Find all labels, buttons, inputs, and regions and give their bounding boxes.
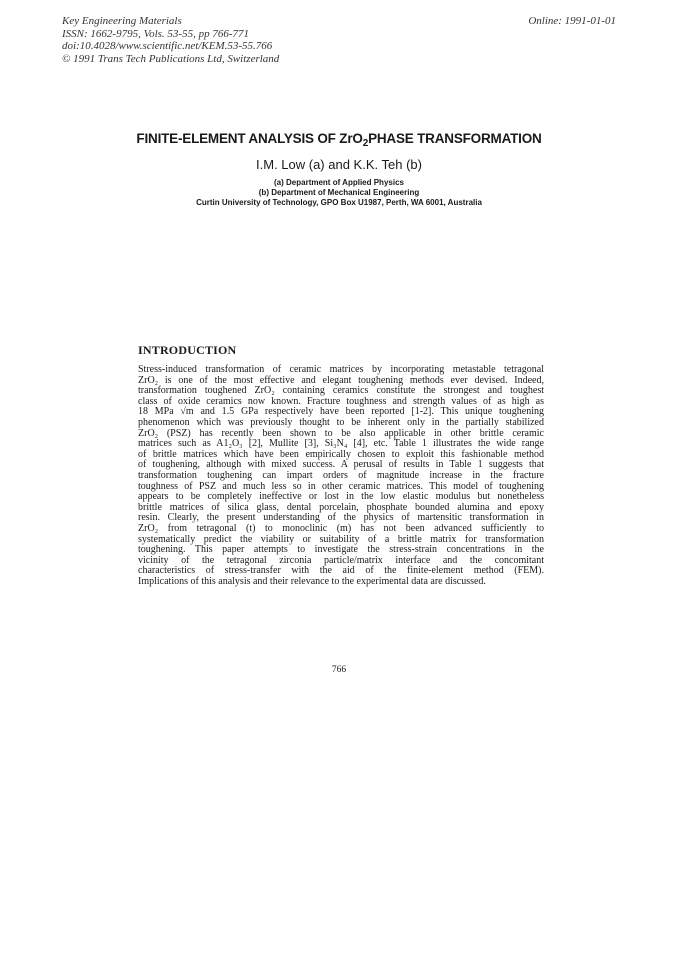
paragraph-line: of brittle matrices which have been empirically chosen to exploit this fashionable method <box>138 448 544 460</box>
introduction-paragraph <box>138 365 544 587</box>
paragraph-line: resin. Clearly, the present understanding of the physics of martensitic transformation in <box>138 512 544 524</box>
title-part-2: PHASE TRANSFORMATION <box>368 131 542 146</box>
copyright-line: © 1991 Trans Tech Publications Ltd, Switzerland <box>62 52 280 65</box>
journal-name: Key Engineering Materials <box>62 15 182 27</box>
paragraph-line: Implications of this analysis and their relevance to the experimental data are discussed. <box>138 575 486 587</box>
paragraph-line: appears to be completely ineffective or lost in the low elastic modulus but nonetheless <box>138 491 544 503</box>
paragraph-line: toughening. This paper attempts to investigate the stress-strain concentrations in the <box>138 544 544 556</box>
online-date: Online: 1991-01-01 <box>528 15 616 27</box>
paragraph-line: ZrO₂ (PSZ) has recently been shown to be also applicable in other brittle ceramic <box>138 427 544 439</box>
paragraph-line: transformation toughened ZrO₂ containing ceramics constitute the strongest and toughest <box>138 385 544 397</box>
paragraph-line: Stress-induced transformation of ceramic matrices by incorporating metastable tetragonal <box>138 364 544 375</box>
paragraph-line: 18 MPa √m and 1.5 GPa respectively have been reported [1-2]. This unique toughening <box>138 406 544 418</box>
paragraph-line: toughness of PSZ and much less so in other ceramic matrices. This model of toughening <box>138 480 544 492</box>
affiliation-b: (b) Department of Mechanical Engineering <box>258 188 420 197</box>
title-subscript: 2 <box>362 138 369 149</box>
paragraph-line: systematically predict the viability or suitability of a brittle matrix for transformation <box>138 533 544 545</box>
title-part-1: FINITE-ELEMENT ANALYSIS OF ZrO <box>136 131 363 146</box>
paragraph-line: phenomenon which was previously thought to be inherent only in the partially stabilized <box>138 416 544 428</box>
affiliation-a: (a) Department of Applied Physics <box>274 178 404 187</box>
section-heading: INTRODUCTION <box>138 343 237 357</box>
paragraph-line: class of oxide ceramics now known. Fracture toughness and strength values of as high as <box>138 395 544 407</box>
paragraph-line: characteristics of stress-transfer with the aid of the finite-element method (FEM). <box>138 565 544 577</box>
paragraph-line: of toughening, although with mixed success. A perusal of results in Table 1 suggests that <box>138 459 544 471</box>
institution-address: Curtin University of Technology, GPO Box U1987, Perth, WA 6001, Australia <box>196 198 482 207</box>
paragraph-line: ZrO₂ is one of the most effective and elegant toughening methods ever devised. Indeed, <box>138 374 544 386</box>
author-list: I.M. Low (a) and K.K. Teh (b) <box>256 157 422 172</box>
journal-metadata <box>62 15 279 65</box>
page-number: 766 <box>331 665 347 675</box>
paragraph-line: vicinity of the tetragonal zirconia particle/matrix interface and the concomitant <box>138 554 544 566</box>
paragraph-line: matrices such as A1₂O₃ [2], Mullite [3], Si₃N₄ [4], etc. Table 1 illustrates the wide range <box>138 438 544 450</box>
paragraph-line: ZrO₂ from tetragonal (t) to monoclinic (m) has not been advanced sufficiently to <box>138 522 544 534</box>
paragraph-line: brittle matrices of silica glass, dental porcelain, phosphate bounded alumina and epoxy <box>138 501 544 513</box>
doi-line: doi:10.4028/www.scientific.net/KEM.53-55.766 <box>62 40 273 52</box>
paragraph-line: transformation toughening can impart orders of magnitude increase in the fracture <box>138 469 544 481</box>
issn-line: ISSN: 1662-9795, Vols. 53-55, pp 766-771 <box>62 27 249 40</box>
paper-title <box>0 131 678 149</box>
